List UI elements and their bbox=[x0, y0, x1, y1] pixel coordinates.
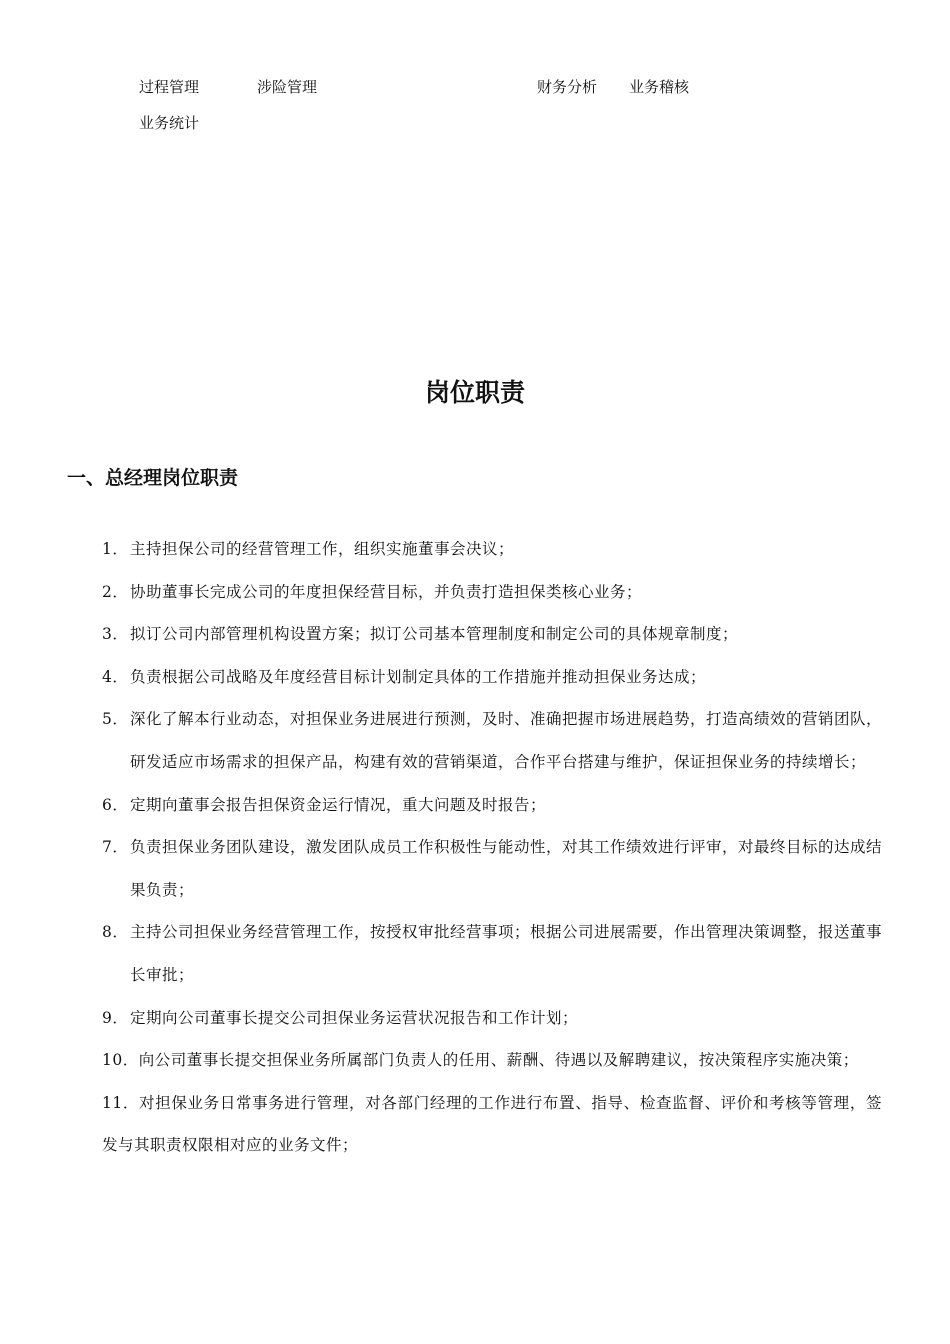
document-title: 岗位职责 bbox=[424, 378, 525, 407]
duty-number: 4． bbox=[102, 667, 129, 686]
duty-number: 1． bbox=[102, 540, 129, 558]
duty-item bbox=[102, 1039, 882, 1082]
duty-text: 负责担保业务团队建设，激发团队成员工作积极性与能动性，对其工作绩效进行评审，对最终目标的达成结果负责； bbox=[130, 838, 883, 899]
duty-item bbox=[102, 613, 882, 656]
duty-item bbox=[102, 656, 882, 699]
duty-item bbox=[102, 698, 882, 783]
duty-text: 协助董事长完成公司的年度担保经营目标，并负责打造担保类核心业务； bbox=[130, 582, 643, 601]
duty-number: 8． bbox=[102, 923, 129, 942]
duty-number: 9． bbox=[102, 1008, 129, 1027]
duty-text: 对担保业务日常事务进行管理，对各部门经理的工作进行布置、指导、检查监督、评价和考核等管理，签发与其职责权限相对应的业务文件； bbox=[102, 1093, 882, 1155]
duty-text: 主持公司担保业务经营管理工作，按授权审批经营事项；根据公司进展需要，作出管理决策调整，报送董事长审批； bbox=[130, 923, 883, 984]
duty-number: 7． bbox=[102, 838, 129, 857]
duty-item bbox=[102, 911, 882, 996]
duty-number: 10． bbox=[102, 1051, 139, 1070]
duty-number: 5． bbox=[102, 710, 129, 729]
duty-number: 6． bbox=[102, 795, 129, 814]
duty-item bbox=[102, 784, 882, 827]
duty-item bbox=[102, 826, 882, 911]
org-chart-label-process: 过程管理 bbox=[139, 78, 200, 96]
duty-text: 定期向董事会报告担保资金运行情况，重大问题及时报告； bbox=[130, 795, 547, 814]
duty-text: 负责根据公司战略及年度经营目标计划制定具体的工作措施并推动担保业务达成； bbox=[130, 667, 707, 686]
duty-list bbox=[102, 528, 882, 1167]
duty-item bbox=[102, 997, 882, 1040]
duty-number: 3． bbox=[102, 625, 129, 644]
duty-text: 深化了解本行业动态，对担保业务进展进行预测，及时、准确把握市场进展趋势，打造高绩效的营销团队，研发适应市场需求的担保产品，构建有效的营销渠道，合作平台搭建与维护，保证担保业务的持续增长； bbox=[130, 710, 883, 771]
duty-text: 定期向公司董事长提交公司担保业务运营状况报告和工作计划； bbox=[130, 1008, 579, 1027]
org-chart-label-statistics: 业务统计 bbox=[139, 114, 200, 132]
org-chart-label-risk: 涉险管理 bbox=[257, 78, 318, 96]
duty-item bbox=[102, 528, 882, 571]
duty-text: 拟订公司内部管理机构设置方案；拟订公司基本管理制度和制定公司的具体规章制度； bbox=[130, 625, 739, 644]
duty-text: 主持担保公司的经营管理工作，组织实施董事会决议； bbox=[130, 540, 515, 558]
org-chart-label-audit: 业务稽核 bbox=[629, 78, 690, 96]
org-chart-label-finance: 财务分析 bbox=[537, 78, 598, 96]
duty-number: 2． bbox=[102, 582, 129, 601]
duty-item bbox=[102, 1082, 882, 1167]
duty-number: 11． bbox=[102, 1093, 140, 1112]
duty-item bbox=[102, 571, 882, 614]
section-heading: 一、总经理岗位职责 bbox=[67, 467, 239, 489]
duty-text: 向公司董事长提交担保业务所属部门负责人的任用、薪酬、待遇以及解聘建议，按决策程序实施决策； bbox=[138, 1051, 859, 1070]
